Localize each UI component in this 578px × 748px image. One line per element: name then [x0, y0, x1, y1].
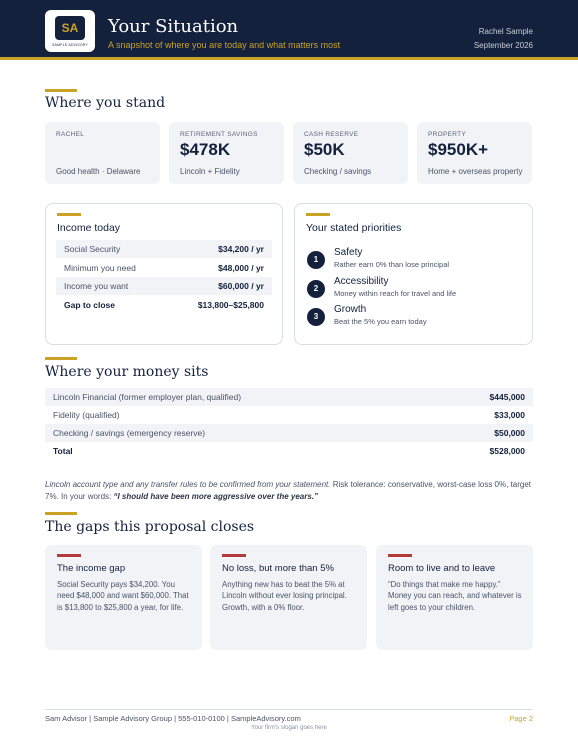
priority-number: 3: [307, 308, 325, 326]
section-accent: [45, 89, 77, 92]
stat-foot: Good health · Delaware: [56, 167, 141, 176]
report-date: September 2026: [473, 41, 533, 50]
income-value: $13,800–$25,800: [197, 300, 264, 310]
account-note: [45, 479, 535, 503]
gap-card: [45, 545, 202, 650]
stat-value: $950K+: [428, 140, 489, 159]
account-label: Lincoln Financial (former employer plan, qualified): [53, 392, 242, 402]
note-quote: “I should have been more aggressive over the years.”: [113, 492, 319, 501]
account-value: $33,000: [494, 410, 525, 420]
priority-item: [307, 304, 527, 330]
footer-divider: [45, 709, 533, 710]
account-label: Total: [53, 446, 73, 456]
panel-title-priorities: Your stated priorities: [306, 222, 402, 234]
section-accent: [45, 357, 77, 360]
priority-desc: Rather earn 0% than lose principal: [334, 260, 450, 269]
priority-number: 1: [307, 251, 325, 269]
page-title: Your Situation: [108, 16, 239, 37]
footer-contact: Sam Advisor | Sample Advisory Group | 555-010-0100 | SampleAdvisory.com: [45, 714, 301, 723]
note-italic: Lincoln account type and any transfer rules to be confirmed from your statement.: [45, 480, 331, 489]
stat-foot: Lincoln + Fidelity: [180, 167, 240, 176]
stat-label: CASH RESERVE: [304, 131, 359, 138]
priority-name: Accessibility: [334, 276, 389, 287]
logo-initials: SA: [55, 16, 85, 40]
stat-card-property: [417, 122, 532, 184]
income-row: [56, 259, 272, 277]
income-row-total: [56, 296, 272, 314]
note-text: Risk tolerance: conservative, worst-case loss 0%, target 7%. In your words:: [45, 480, 532, 501]
income-label: Income you want: [64, 281, 129, 291]
logo-caption: SAMPLE ADVISORY: [51, 43, 88, 47]
priority-desc: Money within reach for travel and life: [334, 289, 457, 298]
gap-body: Social Security pays $34,200. You need $48,000 and want $60,000. That is $13,800 to $25,800 a year, for life.: [57, 580, 189, 612]
income-row: [56, 277, 272, 295]
priority-name: Growth: [334, 304, 367, 315]
account-value: $445,000: [489, 392, 525, 402]
page-number: Page 2: [509, 714, 533, 723]
priorities-panel: [294, 203, 533, 345]
priority-item: [307, 276, 527, 302]
stat-label: PROPERTY: [428, 131, 467, 138]
account-value: $50,000: [494, 428, 525, 438]
panel-accent: [57, 213, 81, 216]
income-row: [56, 240, 272, 258]
income-value: $60,000 / yr: [218, 281, 264, 291]
gap-body: “Do things that make me happy.” Money you can reach, and whatever is left goes to your children.: [388, 580, 522, 612]
income-value: $34,200 / yr: [218, 244, 264, 254]
priority-name: Safety: [334, 247, 363, 258]
stat-value: $478K: [180, 140, 231, 159]
account-row: [45, 424, 533, 442]
section-accent: [45, 512, 77, 515]
gap-body: Anything new has to beat the 5% at Lincoln without ever losing principal. Growth, with a 0% floor.: [222, 580, 347, 612]
income-label: Minimum you need: [64, 263, 136, 273]
gap-accent: [222, 554, 246, 557]
account-row-total: [45, 442, 533, 460]
section-title-stand: Where you stand: [45, 95, 166, 111]
stat-card-cash: [293, 122, 408, 184]
stat-value: $50K: [304, 140, 345, 159]
account-row: [45, 388, 533, 406]
gap-card: [376, 545, 533, 650]
stat-card-retirement: [169, 122, 284, 184]
section-title-gaps: The gaps this proposal closes: [45, 519, 255, 535]
gap-title: Room to live and to leave: [388, 563, 496, 574]
priority-number: 2: [307, 280, 325, 298]
priority-desc: Beat the 5% you earn today: [334, 317, 427, 326]
section-title-money: Where your money sits: [45, 364, 209, 380]
gap-card: [210, 545, 367, 650]
footer-slogan: Your firm's slogan goes here: [251, 725, 327, 731]
priority-item: [307, 247, 527, 273]
gap-accent: [388, 554, 412, 557]
panel-accent: [306, 213, 330, 216]
income-label: Social Security: [64, 244, 121, 254]
account-value: $528,000: [489, 446, 525, 456]
stat-foot: Home + overseas property: [428, 167, 523, 176]
gap-accent: [57, 554, 81, 557]
gap-title: The income gap: [57, 563, 126, 574]
stat-label: RACHEL: [56, 131, 85, 138]
page-subtitle: A snapshot of where you are today and what matters most: [108, 40, 341, 50]
panel-title-income: Income today: [57, 222, 121, 234]
gap-title: No loss, but more than 5%: [222, 563, 334, 574]
account-row: [45, 406, 533, 424]
income-panel: [45, 203, 283, 345]
stat-label: RETIREMENT SAVINGS: [180, 131, 258, 138]
income-label: Gap to close: [64, 300, 116, 310]
client-name: Rachel Sample: [478, 27, 533, 36]
logo: [45, 10, 95, 52]
income-value: $48,000 / yr: [218, 263, 264, 273]
account-label: Checking / savings (emergency reserve): [53, 428, 206, 438]
page-header: [0, 0, 578, 60]
stat-card-client: [45, 122, 160, 184]
account-label: Fidelity (qualified): [53, 410, 120, 420]
stat-foot: Checking / savings: [304, 167, 372, 176]
